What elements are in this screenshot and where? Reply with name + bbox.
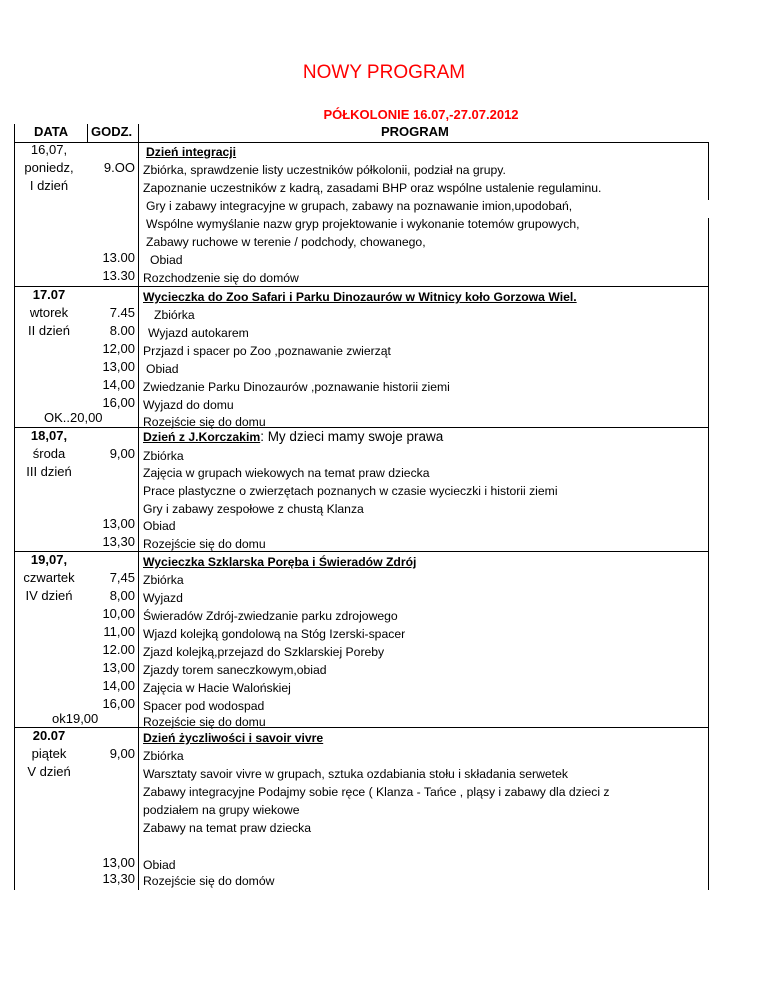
day4-time: 14,00 bbox=[102, 678, 135, 693]
day1-time: 13.00 bbox=[102, 250, 135, 265]
day1-item: Zapoznanie uczestników z kadrą, zasadami BHP oraz wspólne ustalenie regulaminu. bbox=[143, 181, 602, 195]
day4-item: Wyjazd bbox=[143, 591, 183, 605]
day4-item: Zajęcia w Hacie Walońskiej bbox=[143, 681, 291, 695]
day4-weekday: czwartek bbox=[23, 570, 75, 585]
day3-item: Rozejście się do domu bbox=[143, 537, 266, 551]
day4-time: 16,00 bbox=[102, 696, 135, 711]
day1-time: 13.30 bbox=[102, 268, 135, 283]
day5-title: Dzień życzliwości i savoir vivre bbox=[143, 731, 324, 745]
table-right-border bbox=[708, 142, 709, 200]
day5-item: Zabawy na temat praw dziecka bbox=[143, 821, 311, 835]
day1-weekday: poniedz, bbox=[24, 160, 74, 175]
day5-daynum: V dzień bbox=[27, 764, 71, 779]
day5-item: Zbiórka bbox=[143, 749, 184, 763]
day4-item: Zbiórka bbox=[143, 573, 184, 587]
day4-item: Spacer pod wodospad bbox=[143, 699, 265, 713]
day4-title: Wycieczka Szklarska Poręba i Świeradów Zdrój bbox=[143, 555, 417, 569]
header-program: PROGRAM bbox=[381, 124, 449, 139]
day4-item: Zjazdy torem saneczkowym,obiad bbox=[143, 663, 327, 677]
day3-item: Prace plastyczne o zwierzętach poznanych w czasie wycieczki i historii ziemi bbox=[143, 484, 558, 498]
table-right-border-lower bbox=[708, 218, 709, 890]
day5-time: 13,00 bbox=[102, 855, 135, 870]
day5-time: 13,30 bbox=[102, 871, 135, 886]
day5-date: 20.07 bbox=[32, 728, 66, 743]
day2-weekday: wtorek bbox=[29, 305, 69, 320]
row-divider bbox=[14, 727, 709, 728]
day1-date: 16,07, bbox=[30, 142, 68, 157]
day3-daynum: III dzień bbox=[26, 464, 72, 479]
day2-item: Obiad bbox=[146, 362, 179, 376]
day2-time: 14,00 bbox=[102, 377, 135, 392]
day4-time: 13,00 bbox=[102, 660, 135, 675]
day5-weekday: piątek bbox=[31, 746, 67, 761]
day4-time: 8,00 bbox=[109, 588, 135, 603]
day5-item: Zabawy integracyjne Podajmy sobie ręce ( Klanza - Tańce , pląsy i zabawy dla dzieci z bbox=[143, 785, 610, 799]
day1-item: Zabawy ruchowe w terenie / podchody, chowanego, bbox=[146, 235, 426, 249]
table-top-border bbox=[14, 142, 709, 143]
day2-time: 7.45 bbox=[109, 305, 135, 320]
day3-item: Obiad bbox=[143, 519, 176, 533]
day3-time: 13,30 bbox=[102, 534, 135, 549]
day2-time: 12,00 bbox=[102, 341, 135, 356]
day4-item: Rozejście się do domu bbox=[143, 715, 266, 729]
day4-time: 7,45 bbox=[109, 570, 135, 585]
day3-weekday: środa bbox=[32, 446, 66, 461]
day3-title bbox=[143, 429, 443, 445]
day4-item: Zjazd kolejką,przejazd do Szklarskiej Poreby bbox=[143, 645, 385, 659]
day1-item: Rozchodzenie się do domów bbox=[143, 271, 299, 285]
day5-item: podziałem na grupy wiekowe bbox=[143, 803, 300, 817]
page-title: NOWY PROGRAM bbox=[302, 62, 466, 83]
day4-time: 11,00 bbox=[103, 624, 135, 639]
day3-title-main: Dzień z J.Korczakim bbox=[143, 430, 261, 444]
header-left-divider bbox=[14, 124, 15, 143]
day1-item: Gry i zabawy integracyjne w grupach, zabawy na poznawanie imion,upodobań, bbox=[146, 199, 573, 213]
page-subtitle: PÓŁKOLONIE 16.07,-27.07.2012 bbox=[323, 107, 519, 122]
day5-time: 9,00 bbox=[109, 746, 135, 761]
day2-item: Przjazd i spacer po Zoo ,poznawanie zwierząt bbox=[143, 344, 391, 358]
day3-time: 9,00 bbox=[109, 446, 135, 461]
header-date: DATA bbox=[34, 124, 69, 139]
day4-item: Wjazd kolejką gondolową na Stóg Izerski-spacer bbox=[143, 627, 406, 641]
day2-date: 17.07 bbox=[32, 287, 66, 302]
day5-item: Obiad bbox=[143, 858, 176, 872]
date-column-divider bbox=[87, 124, 88, 143]
day1-time: 9.OO bbox=[103, 160, 135, 175]
day3-item: Zbiórka bbox=[143, 449, 184, 463]
day5-item: Warsztaty savoir vivre w grupach, sztuka ozdabiania stołu i składania serwetek bbox=[143, 767, 568, 781]
day2-time-return: OK..20,00 bbox=[44, 410, 103, 425]
day1-item: Zbiórka, sprawdzenie listy uczestników półkolonii, podział na grupy. bbox=[143, 163, 506, 177]
day2-item: Zbiórka bbox=[154, 308, 195, 322]
day2-time: 16,00 bbox=[102, 395, 135, 410]
day2-item: Wyjazd autokarem bbox=[148, 326, 249, 340]
day3-item: Gry i zabawy zespołowe z chustą Klanza bbox=[143, 502, 364, 516]
day3-title-suffix: : My dzieci mamy swoje prawa bbox=[260, 429, 444, 444]
row-divider bbox=[14, 551, 709, 552]
day1-title: Dzień integracji bbox=[146, 145, 237, 159]
day2-daynum: II dzień bbox=[28, 323, 70, 338]
godz-column-divider bbox=[138, 124, 139, 890]
day2-item: Zwiedzanie Parku Dinozaurów ,poznawanie historii ziemi bbox=[143, 380, 450, 394]
day2-time: 8.00 bbox=[109, 323, 135, 338]
day5-item: Rozejście się do domów bbox=[143, 874, 275, 888]
day4-time: 10,00 bbox=[102, 606, 135, 621]
day4-time: 12.00 bbox=[102, 642, 135, 657]
day2-item: Rozejście się do domu bbox=[143, 415, 266, 429]
row-divider bbox=[14, 286, 709, 287]
day4-daynum: IV dzień bbox=[25, 588, 73, 603]
day3-time: 13,00 bbox=[102, 516, 135, 531]
day4-time-return: ok19,00 bbox=[52, 711, 99, 726]
day1-daynum: I dzień bbox=[29, 178, 69, 193]
day4-item: Świeradów Zdrój-zwiedzanie parku zdrojowego bbox=[143, 609, 398, 623]
day2-time: 13,00 bbox=[102, 359, 135, 374]
header-godz: GODZ. bbox=[91, 124, 133, 139]
day4-date: 19,07, bbox=[30, 552, 68, 567]
row-divider bbox=[14, 427, 709, 428]
day2-title: Wycieczka do Zoo Safari i Parku Dinozaurów w Witnicy koło Gorzowa Wiel. bbox=[143, 290, 577, 304]
day3-date: 18,07, bbox=[30, 428, 68, 443]
day3-item: Zajęcia w grupach wiekowych na temat praw dziecka bbox=[143, 466, 430, 480]
day1-item: Wspólne wymyślanie nazw gryp projektowanie i wykonanie totemów grupowych, bbox=[146, 217, 580, 231]
day2-item: Wyjazd do domu bbox=[143, 398, 234, 412]
day1-item: Obiad bbox=[150, 253, 183, 267]
